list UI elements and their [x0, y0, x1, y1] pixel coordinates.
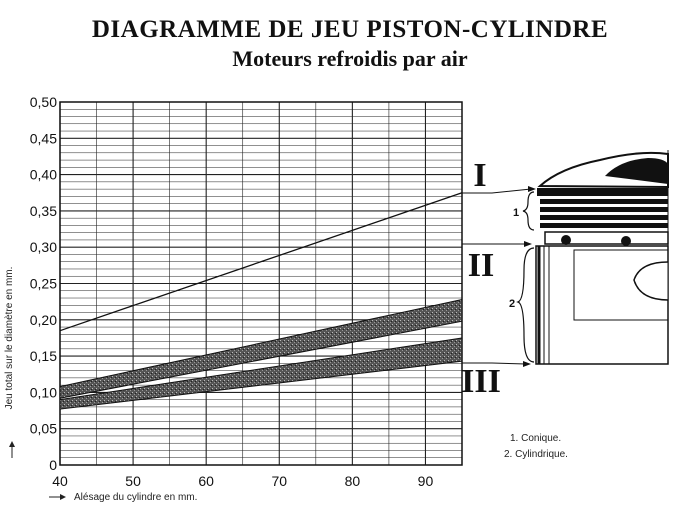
x-tick-label: 80 — [344, 473, 361, 489]
y-tick-label: 0,05 — [29, 420, 57, 437]
x-tick-label: 40 — [52, 473, 68, 489]
diagram-label-1: 1 — [512, 207, 520, 219]
x-tick-label: 50 — [125, 473, 141, 489]
y-tick-label: 0,20 — [29, 311, 57, 328]
x-axis-ticks — [52, 473, 433, 489]
chart-subtitle: Moteurs refroidis par air — [232, 46, 468, 71]
y-tick-label: 0,25 — [29, 275, 57, 292]
piston-cylinder-diagram — [536, 150, 668, 364]
y-tick-label: 0,35 — [29, 202, 57, 219]
roman-label-ii: II — [467, 247, 495, 284]
legend-item-conique: 1. Conique. — [510, 433, 562, 444]
chart-title: DIAGRAMME DE JEU PISTON-CYLINDRE — [91, 16, 609, 43]
y-tick-label: 0,30 — [29, 239, 57, 256]
roman-label-i: I — [473, 157, 487, 194]
y-tick-label: 0,45 — [29, 130, 57, 147]
x-axis-label: Alésage du cylindre en mm. — [74, 492, 198, 503]
y-tick-label: 0,50 — [29, 94, 57, 110]
diagram-label-2: 2 — [508, 298, 516, 310]
y-tick-label: 0,40 — [29, 166, 57, 183]
y-axis-arrow-icon — [9, 441, 15, 458]
plot-grid — [60, 102, 462, 465]
legend-item-cylindrique: 2. Cylindrique. — [504, 449, 568, 460]
y-tick-label: 0,10 — [29, 384, 57, 401]
x-tick-label: 70 — [271, 473, 288, 489]
brace-2 — [518, 248, 534, 362]
y-tick-label: 0,15 — [29, 348, 57, 365]
y-tick-label: 0 — [49, 457, 57, 473]
roman-label-iii: III — [461, 363, 501, 400]
y-axis-ticks — [30, 94, 57, 473]
brace-1 — [523, 192, 534, 230]
x-tick-label: 90 — [417, 473, 434, 489]
x-tick-label: 60 — [198, 473, 214, 489]
y-axis-label: Jeu total sur le diamètre en mm. — [4, 266, 15, 410]
x-axis-arrow-icon — [49, 494, 66, 500]
